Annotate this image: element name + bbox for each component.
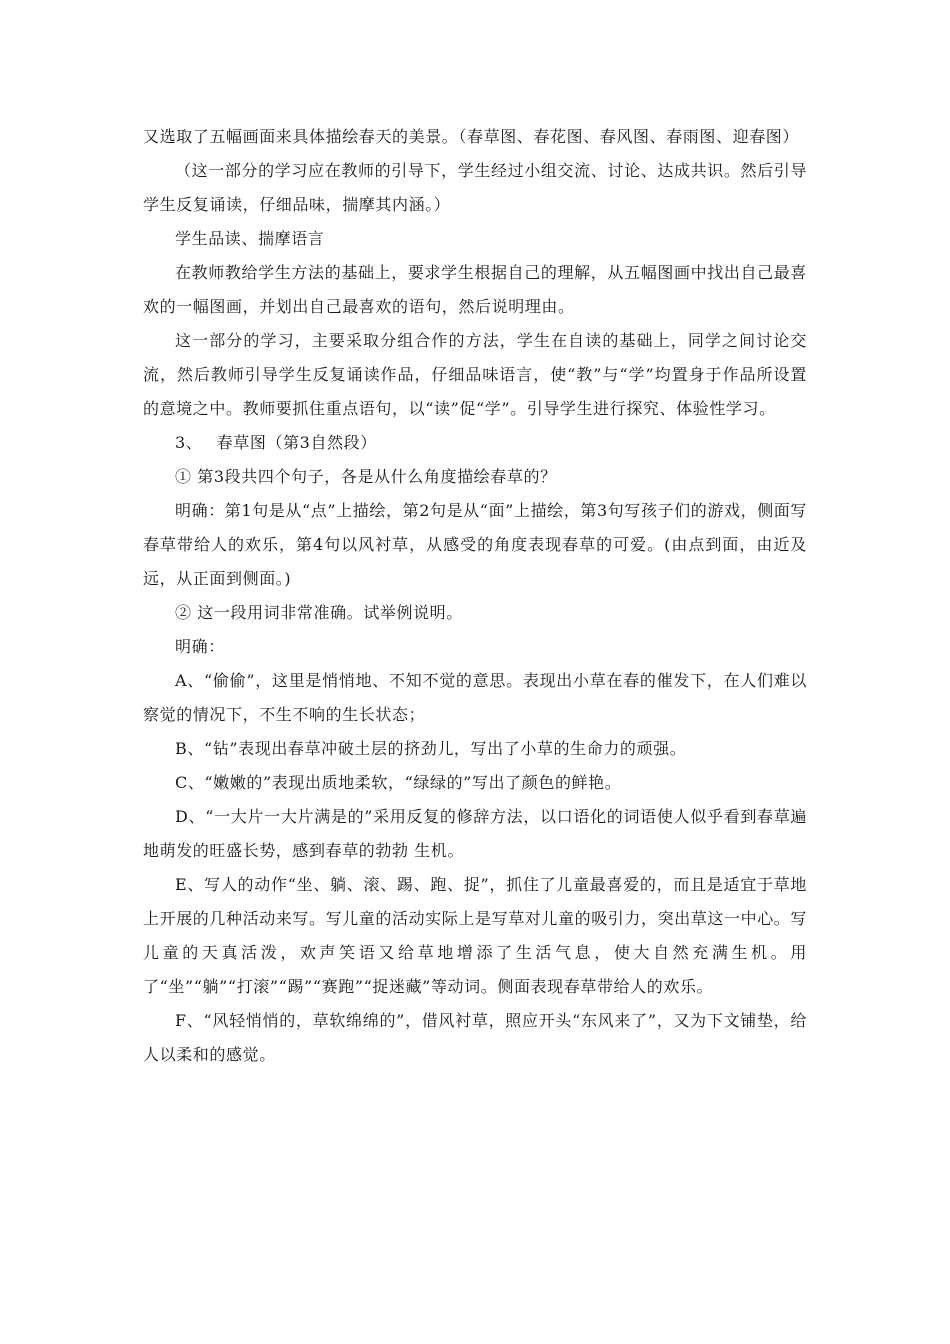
answer-item-f: F、“风轻悄悄的，草软绵绵的”，借风衬草，照应开头“东风来了”，又为下文铺垫，给人以柔和的感觉。 bbox=[143, 1011, 807, 1064]
answer-item-e: E、写人的动作“坐、躺、滚、踢、跑、捉”，抓住了儿童最喜爱的，而且是适宜于草地上开展的几种活动来写。写儿童的活动实际上是写草对儿童的吸引力，突出草这一中心。写儿童的天真活泼，欢声笑语又给草地增添了生活气息，使大自然充满生机。用了“坐”“躺”“打滚”“踢”“赛跑”“捉迷藏”等动词。侧面表现春草带给人的欢乐。 bbox=[143, 875, 808, 996]
document-page bbox=[143, 120, 807, 1072]
section-heading-spring-grass: 3、 春草图（第3自然段） bbox=[175, 433, 377, 452]
paragraph-group-study: 这一部分的学习，主要采取分组合作的方法，学生在自读的基础上，同学之间讨论交流，然后教师引导学生反复诵读作品，仔细品味语言，使“教”与“学”均置身于作品所设置的意境之中。教师要抓住重点语句，以“读”促“学”。引导学生进行探究、体验性学习。 bbox=[143, 331, 807, 418]
answer-item-a: A、“偷偷”，这里是悄悄地、不知不觉的意思。表现出小草在春的催发下，在人们难以察觉的情况下，不生不响的生长状态； bbox=[143, 671, 807, 724]
answer-item-b: B、“钻”表现出春草冲破土层的挤劲儿，写出了小草的生命力的顽强。 bbox=[175, 739, 687, 758]
paragraph-method: 在教师教给学生方法的基础上，要求学生根据自己的理解，从五幅图画中找出自己最喜欢的一幅图画，并划出自己最喜欢的语句，然后说明理由。 bbox=[143, 263, 807, 316]
question-2: ② 这一段用词非常准确。试举例说明。 bbox=[175, 603, 463, 622]
answer-item-c: C、“嫩嫩的”表现出质地柔软，“绿绿的”写出了颜色的鲜艳。 bbox=[175, 773, 622, 792]
section-heading-reading: 学生品读、揣摩语言 bbox=[175, 229, 325, 248]
paragraph-teacher-note: （这一部分的学习应在教师的引导下，学生经过小组交流、讨论、达成共识。然后引导学生反复诵读，仔细品味，揣摩其内涵。） bbox=[143, 161, 807, 214]
paragraph-intro: 又选取了五幅画面来具体描绘春天的美景。（春草图、春花图、春风图、春雨图、迎春图） bbox=[143, 127, 800, 146]
question-1: ① 第3段共四个句子，各是从什么角度描绘春草的？ bbox=[175, 467, 557, 486]
answer-1: 明确：第1句是从“点”上描绘，第2句是从“面”上描绘，第3句写孩子们的游戏，侧面写春草带给人的欢乐，第4句以风衬草，从感受的角度表现春草的可爱。(由点到面，由近及远，从正面到侧面。) bbox=[143, 501, 807, 588]
answer-2-label: 明确： bbox=[175, 637, 225, 656]
answer-item-d: D、“一大片一大片满是的”采用反复的修辞方法，以口语化的词语使人似乎看到春草遍地萌发的旺盛长势，感到春草的勃勃 生机。 bbox=[143, 807, 807, 860]
